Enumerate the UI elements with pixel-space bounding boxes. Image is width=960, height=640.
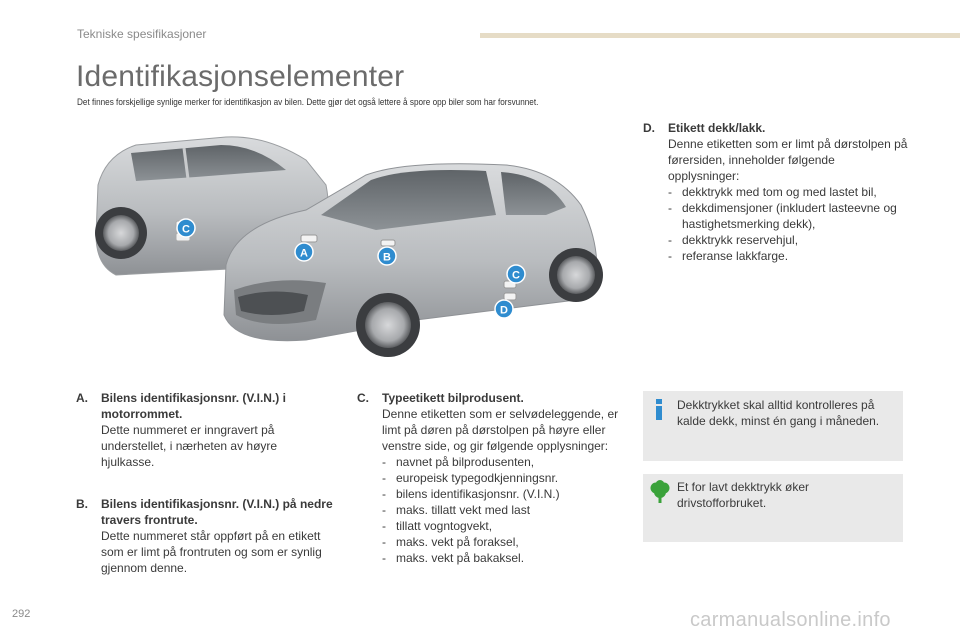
section-letter: A.	[76, 391, 88, 405]
list-item: - referanse lakkfarge.	[668, 248, 908, 264]
marker-b	[378, 247, 396, 265]
list-item: - maks. vekt på foraksel,	[382, 534, 619, 550]
list-item: - dekkdimensjoner (inkludert lasteevne og hastighetsmerking dekk),	[668, 200, 908, 232]
section-list	[357, 454, 619, 566]
section-heading: Bilens identifikasjonsnr. (V.I.N.) på nedre travers frontrute.	[101, 497, 333, 527]
watermark: carmanualsonline.info	[690, 609, 891, 631]
marker-label: B	[383, 251, 391, 264]
marker-label: C	[182, 223, 190, 236]
page-number: 292	[12, 608, 31, 620]
list-item: - navnet på bilprodusenten,	[382, 454, 619, 470]
section-list	[643, 184, 908, 264]
page-subtitle: Det finnes forskjellige synlige merker for identifikasjon av bilen. Dette gjør det også lettere å spore opp biler som har forsvunnet.	[77, 97, 539, 108]
header-rule	[480, 33, 960, 38]
section-title: Tekniske spesifikasjoner	[77, 27, 207, 41]
list-item: - europeisk typegodkjenningsnr.	[382, 470, 619, 486]
marker-c-front	[507, 265, 525, 283]
marker-label: A	[300, 247, 308, 260]
section-body: Dette nummeret er inngravert på understellet, i nærheten av høyre hjulkasse.	[101, 423, 278, 469]
list-item: - maks. vekt på bakaksel.	[382, 550, 619, 566]
list-item: - bilens identifikasjonsnr. (V.I.N.)	[382, 486, 619, 502]
list-item: - dekktrykk reservehjul,	[668, 232, 908, 248]
page-title: Identifikasjonselementer	[76, 60, 405, 93]
section-letter: D.	[643, 121, 655, 135]
info-icon	[649, 397, 669, 421]
marker-a	[295, 243, 313, 261]
section-body: Dette nummeret står oppført på en etikett som er limt på frontruten og som er synlig gjennom denne.	[101, 529, 322, 575]
eco-tree-icon	[649, 480, 671, 504]
list-item: - tillatt vogntogvekt,	[382, 518, 619, 534]
section-letter: C.	[357, 391, 369, 405]
section-b	[76, 496, 336, 576]
section-letter: B.	[76, 497, 88, 511]
note-text: Et for lavt dekktrykk øker drivstofforbruket.	[677, 480, 810, 510]
note-text: Dekktrykket skal alltid kontrolleres på kalde dekk, minst én gang i måneden.	[677, 398, 880, 428]
marker-d	[495, 300, 513, 318]
marker-label: D	[500, 304, 508, 317]
section-c	[357, 390, 619, 566]
list-item: - maks. tillatt vekt med last	[382, 502, 619, 518]
section-body: Denne etiketten som er selvødeleggende, er limt på døren på dørstolpen på høyre eller venstre side, og gir følgende opplysninger:	[382, 407, 619, 453]
section-d	[643, 120, 908, 264]
section-body: Denne etiketten som er limt på dørstolpen på førersiden, inneholder følgende opplysninger:	[668, 137, 908, 183]
eco-note	[643, 474, 903, 542]
marker-label: C	[512, 269, 520, 282]
list-item: - dekktrykk med tom og med lastet bil,	[668, 184, 908, 200]
section-heading: Etikett dekk/lakk.	[668, 121, 766, 135]
info-note	[643, 391, 903, 461]
section-heading: Typeetikett bilprodusent.	[382, 391, 524, 405]
section-a	[76, 390, 321, 470]
marker-c-rear	[177, 219, 195, 237]
section-heading: Bilens identifikasjonsnr. (V.I.N.) i motorrommet.	[101, 391, 286, 421]
car-illustration	[76, 115, 616, 385]
